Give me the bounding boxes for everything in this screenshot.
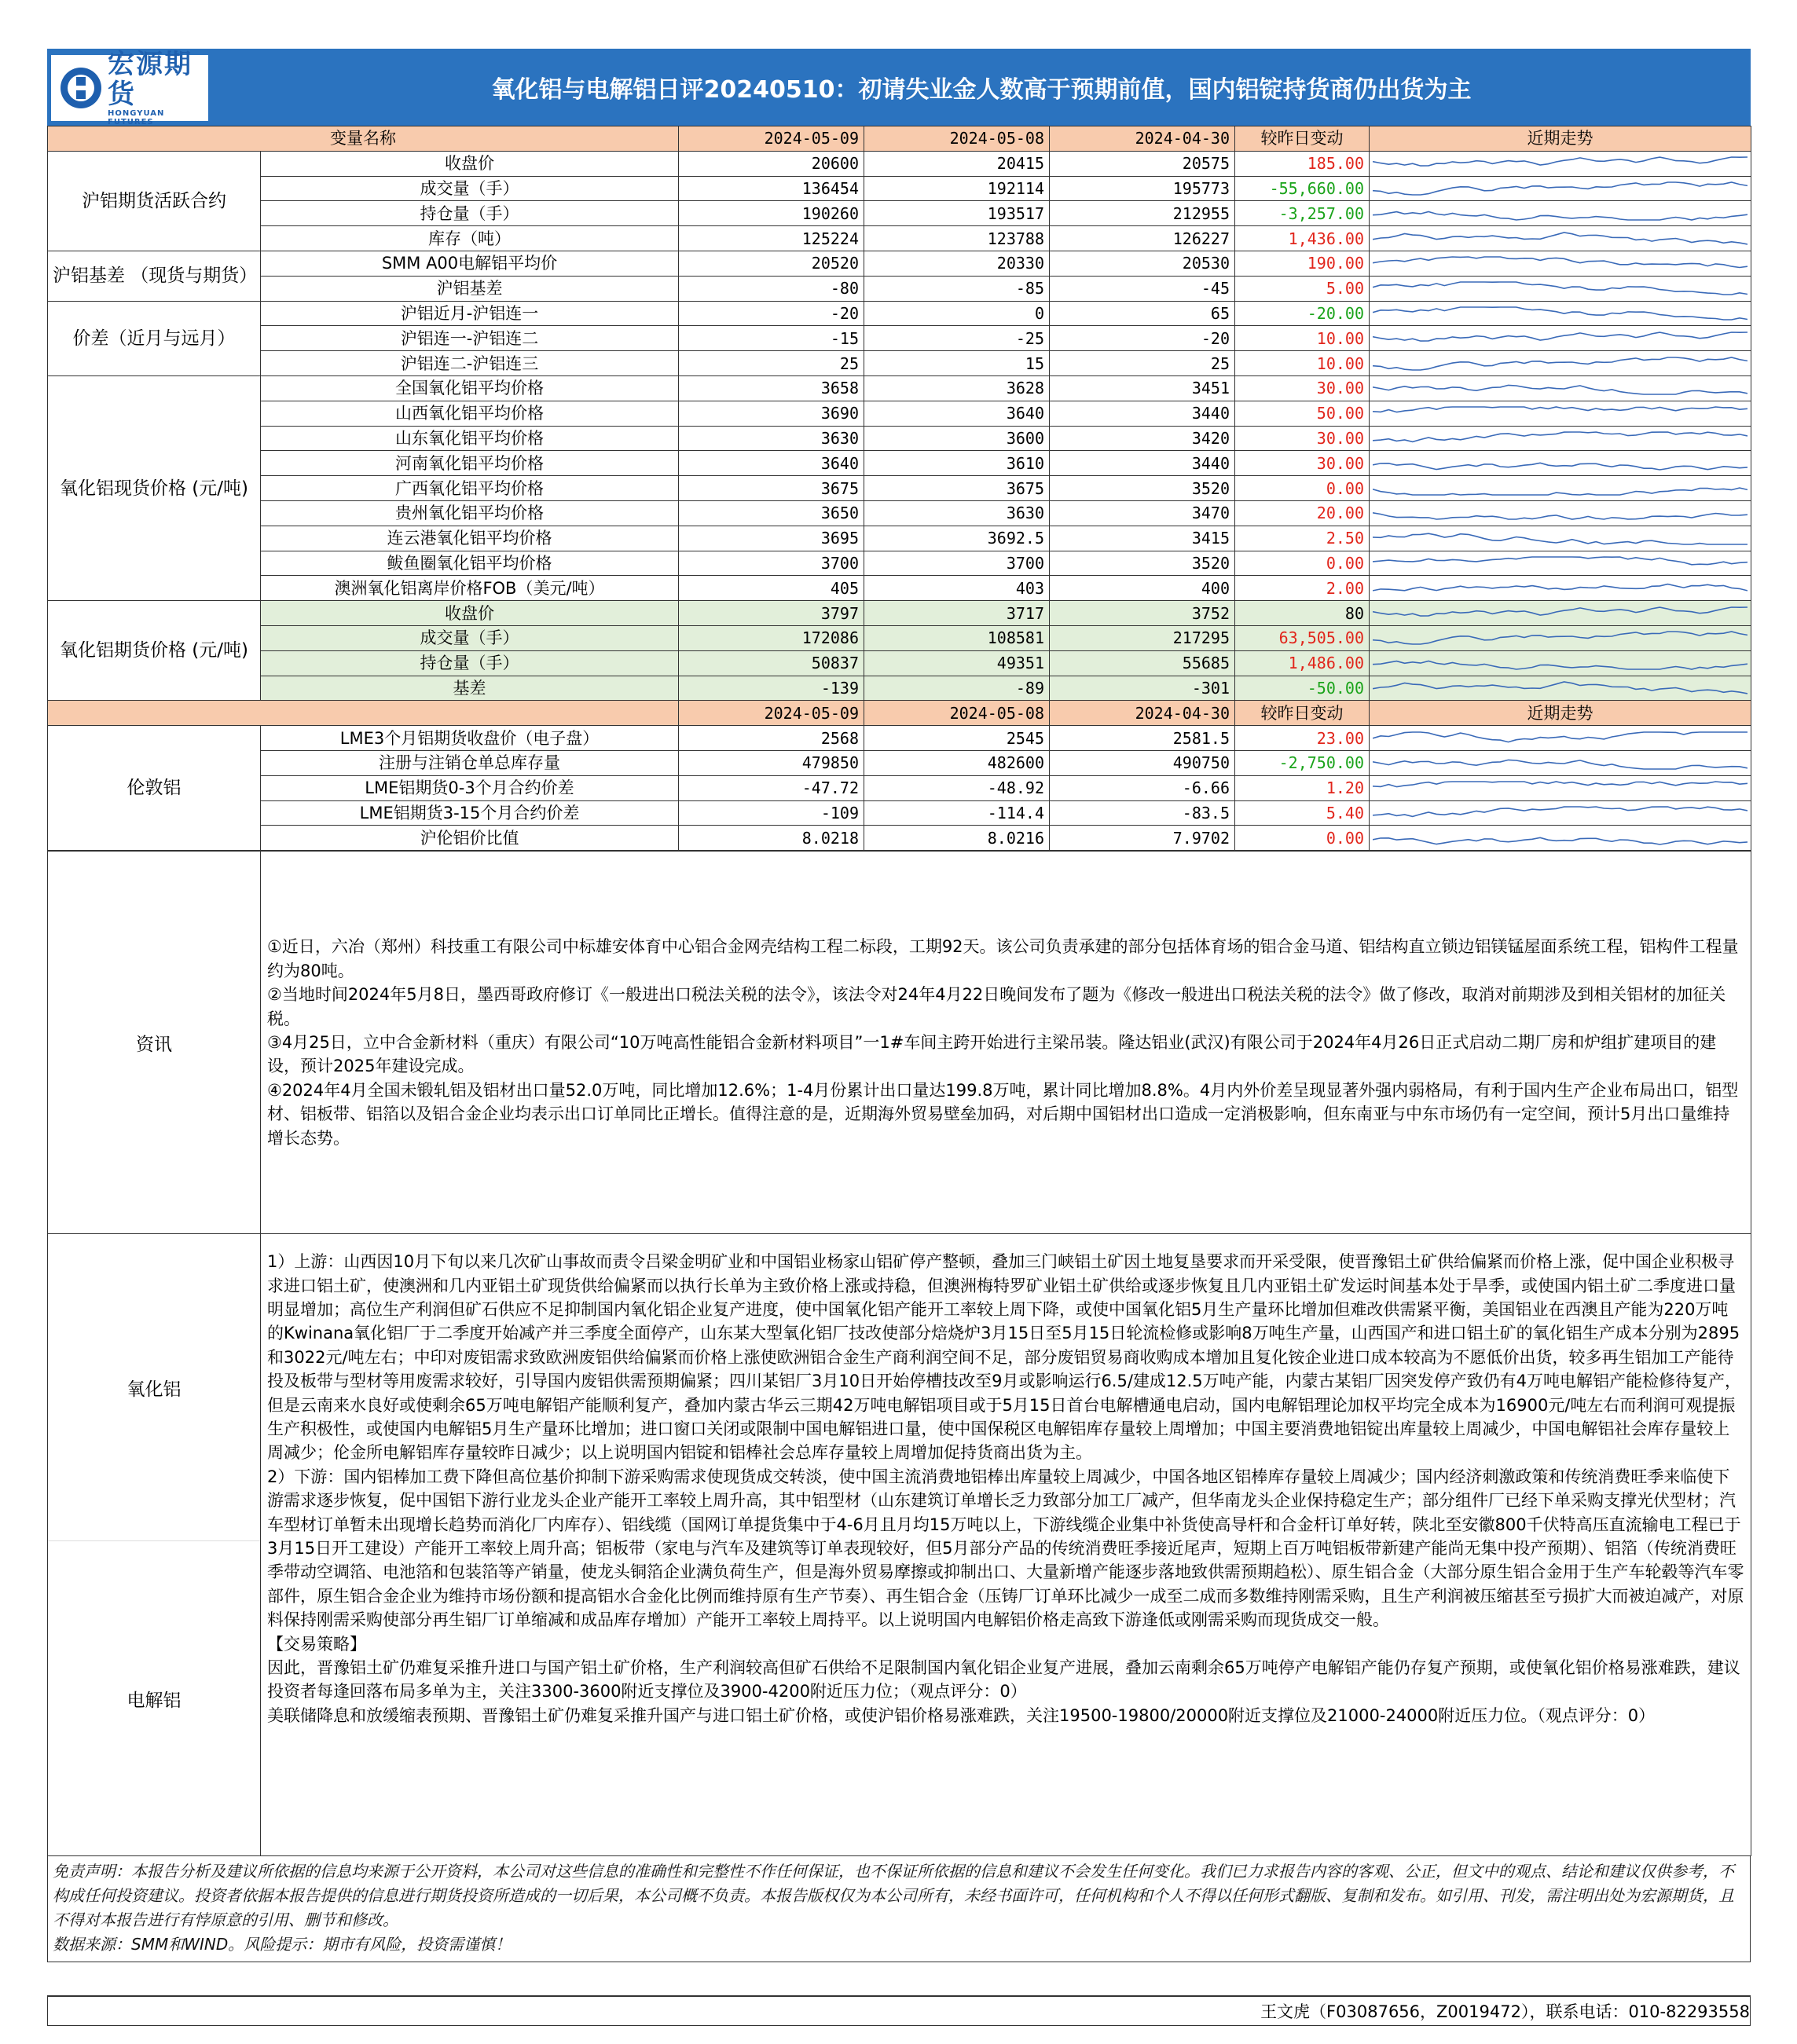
trend-sparkline xyxy=(1370,251,1751,276)
value-cell: 20600 xyxy=(679,151,864,176)
table-header-row xyxy=(48,126,1751,152)
table-row xyxy=(48,176,1751,201)
variable-name: 收盘价 xyxy=(261,151,679,176)
value-cell: 193517 xyxy=(864,201,1050,226)
variable-name: LME3个月铝期货收盘价（电子盘） xyxy=(261,726,679,751)
value-cell: 20530 xyxy=(1050,251,1235,276)
value-cell: 3420 xyxy=(1050,426,1235,451)
value-cell: 3752 xyxy=(1050,601,1235,626)
trend-sparkline xyxy=(1370,151,1751,176)
col-header-change: 较昨日变动 xyxy=(1235,126,1370,152)
col-header-date: 2024-05-08 xyxy=(864,701,1050,726)
value-cell: 20520 xyxy=(679,251,864,276)
table-row xyxy=(48,476,1751,501)
col-header-date: 2024-04-30 xyxy=(1050,126,1235,152)
table-row xyxy=(48,151,1751,176)
trend-sparkline xyxy=(1370,726,1751,751)
hongyuan-logo-icon xyxy=(59,66,103,110)
market-data-table xyxy=(47,126,1751,851)
variable-name: 沪铝连一-沪铝连二 xyxy=(261,326,679,351)
variable-name: 持仓量（手） xyxy=(261,201,679,226)
value-cell: 49351 xyxy=(864,650,1050,676)
value-cell: 3520 xyxy=(1050,476,1235,501)
change-cell: 80 xyxy=(1235,601,1370,626)
value-cell: 3695 xyxy=(679,526,864,551)
value-cell: 3797 xyxy=(679,601,864,626)
value-cell: 3470 xyxy=(1050,500,1235,526)
variable-name: 鲅鱼圈氧化铝平均价格 xyxy=(261,551,679,576)
variable-name: SMM A00电解铝平均价 xyxy=(261,251,679,276)
news-paragraph: ②当地时间2024年5月8日，墨西哥政府修订《一般进出口税法关税的法令》，该法令对24年4月22日晚间发布了题为《修改一般进出口税法关税的法令》做了修改，取消对前期涉及到相关铝材的加征关税。 xyxy=(267,985,1726,1028)
value-cell: -83.5 xyxy=(1050,800,1235,826)
table-row xyxy=(48,375,1751,401)
value-cell: 3700 xyxy=(679,551,864,576)
change-cell: 5.40 xyxy=(1235,800,1370,826)
change-cell: 1,486.00 xyxy=(1235,650,1370,676)
value-cell: 195773 xyxy=(1050,176,1235,201)
value-cell: 403 xyxy=(864,576,1050,601)
change-cell: 190.00 xyxy=(1235,251,1370,276)
value-cell: 8.0216 xyxy=(864,826,1050,851)
variable-name: 成交量（手） xyxy=(261,625,679,650)
trend-sparkline xyxy=(1370,326,1751,351)
table-row xyxy=(48,351,1751,376)
analysis-body xyxy=(261,1234,1751,1856)
value-cell: 479850 xyxy=(679,750,864,775)
change-cell: 20.00 xyxy=(1235,500,1370,526)
value-cell: -20 xyxy=(679,301,864,326)
value-cell: 20330 xyxy=(864,251,1050,276)
value-cell: 3630 xyxy=(679,426,864,451)
strategy-alumina: 因此，晋豫铝土矿仍难复采推升进口与国产铝土矿价格，生产利润较高但矿石供给不足限制国内氧化铝企业复产进展，叠加云南剩余65万吨停产电解铝产能仍存复产预期，或使氧化铝价格易涨难跌，建议投资者每逢回落布局多单为主，关注3300-3600附近支撑位及3900-4200附近压力位；（观点评分：0） xyxy=(267,1658,1740,1702)
value-cell: 20415 xyxy=(864,151,1050,176)
value-cell: 2545 xyxy=(864,726,1050,751)
trend-sparkline xyxy=(1370,800,1751,826)
value-cell: -45 xyxy=(1050,276,1235,301)
analysis-paragraph-downstream: 2）下游：国内铝棒加工费下降但高位基价抑制下游采购需求使现货成交转淡，使中国主流消费地铝棒出库量较上周减少，中国各地区铝棒库存量较上周减少；国内经济刺激政策和传统消费旺季来临使下游需求逐步恢复，促中国铝下游行业龙头企业产能开工率较上周升高，其中铝型材（山东建筑订单增长乏力致部分加工厂减产，但华南龙头企业保持稳定生产；部分组件厂已经下单采购支撑光伏型材；汽车型材订单暂未出现增长趋势而消化厂内库存）、铝线缆（国网订单提货集中于4-6月且月均15万吨以上，下游线缆企业集中补货使高导杆和合金杆订单好转，陕北至安徽800千伏特高压直流输电工程已于3月15日开工建设）产能开工率较上周升高；铝板带（家电与汽车及建筑等订单表现较好，但5月部分产品的传统消费旺季接近尾声，短期上百万吨铝板带新建产能尚无集中投产预期）、铝箔（传统消费旺季带动空调箔、电池箔和包装箔等产销量，使龙头铜箔企业满负荷生产，但是海外贸易摩擦或抑制出口、大量新增产能逐步落地致供需预期趋松）、原生铝合金（大部分原生铝合金用于生产车轮毂等汽车零部件，原生铝合金企业为维持市场份额和提高铝水合金化比例而维持原有生产节奏）、再生铝合金（压铸厂订单环比减少一成至二成而多数维持刚需采购，且生产利润被压缩甚至亏损扩大而被迫减产，对原料保持刚需采购使部分再生铝厂订单缩减和成品库存增加）产能开工率较上周持平。以上说明国内电解铝价格走高致下游逢低或刚需采购而现货成交一般。 xyxy=(267,1467,1744,1630)
strategy-aluminum: 美联储降息和放缓缩表预期、晋豫铝土矿仍难复采推升国产与进口铝土矿价格，或使沪铝价格易涨难跌，关注19500-19800/20000附近支撑位及21000-24000附近压力位。（观点评分：0） xyxy=(267,1705,1656,1725)
analysis-labels xyxy=(48,1234,261,1856)
trend-sparkline xyxy=(1370,351,1751,376)
variable-name: LME铝期货3-15个月合约价差 xyxy=(261,800,679,826)
value-cell: 3700 xyxy=(864,551,1050,576)
table-row xyxy=(48,401,1751,426)
table-row xyxy=(48,276,1751,301)
col-header-trend: 近期走势 xyxy=(1370,126,1751,152)
value-cell: 126227 xyxy=(1050,226,1235,251)
variable-name: 沪铝连二-沪铝连三 xyxy=(261,351,679,376)
table-row xyxy=(48,775,1751,800)
trend-sparkline xyxy=(1370,750,1751,775)
value-cell: 25 xyxy=(679,351,864,376)
change-cell: -50.00 xyxy=(1235,676,1370,701)
value-cell: 3440 xyxy=(1050,451,1235,476)
change-cell: 2.00 xyxy=(1235,576,1370,601)
value-cell: -47.72 xyxy=(679,775,864,800)
value-cell: 65 xyxy=(1050,301,1235,326)
trend-sparkline xyxy=(1370,625,1751,650)
value-cell: 482600 xyxy=(864,750,1050,775)
group-label: 沪铝基差 （现货与期货） xyxy=(48,251,261,301)
value-cell: 2568 xyxy=(679,726,864,751)
electrolytic-aluminum-label: 电解铝 xyxy=(127,1690,182,1711)
table-row xyxy=(48,650,1751,676)
change-cell: -2,750.00 xyxy=(1235,750,1370,775)
value-cell: 0 xyxy=(864,301,1050,326)
variable-name: 沪铝基差 xyxy=(261,276,679,301)
trend-sparkline xyxy=(1370,201,1751,226)
value-cell: -139 xyxy=(679,676,864,701)
table-row xyxy=(48,800,1751,826)
news-paragraph: ①近日，六冶（郑州）科技重工有限公司中标雄安体育中心铝合金网壳结构工程二标段，工期92天。该公司负责承建的部分包括体育场的铝合金马道、铝结构直立锁边铝镁锰屋面系统工程，铝构件工程量约为80吨。 xyxy=(267,937,1739,980)
variable-name: 成交量（手） xyxy=(261,176,679,201)
trend-sparkline xyxy=(1370,276,1751,301)
analysis-paragraph-upstream: 1）上游：山西因10月下旬以来几次矿山事故而责令吕梁金明矿业和中国铝业杨家山铝矿停产整顿，叠加三门峡铝土矿因土地复垦要求而开采受限，使晋豫铝土矿供给偏紧而价格上涨，促中国企业积极寻求进口铝土矿，使澳洲和几内亚铝土矿现货供给偏紧而以执行长单为主致价格上涨或持稳，但澳洲梅特罗矿业铝土矿供给或逐步恢复且几内亚铝土矿发运时间基本处于旱季，或使国内铝土矿二季度进口量明显增加；高位生产利润但矿石供应不足抑制国内氧化铝企业复产进度，使中国氧化铝产能开工率较上周下降，或使中国氧化铝5月生产量环比增加但难改供需紧平衡，美国铝业在西澳且产能为220万吨的Kwinana氧化铝厂于二季度开始减产并三季度全面停产，山东某大型氧化铝厂技改使部分焙烧炉3月15日至5月15日轮流检修或影响8万吨生产量，山西国产和进口铝土矿的氧化铝生产成本分别为2895和3022元/吨左右；中印对废铝需求致欧洲废铝供给偏紧而价格上涨使欧洲铝合金生产商利润空间不足，部分废铝贸易商收购成本增加且复化铵企业进口成本较高为不愿低价出货，较多再生铝加工产能待投及板带与型材等用废需求较好，引导国内废铝供需预期偏紧；四川某铝厂3月10日开始停槽技改至9月或影响运行6.5/建成12.5万吨产能，内蒙古某铝厂因突发停产致仍有4万吨电解铝产能检修待复产，但是云南来水良好或使剩余65万吨电解铝产能顺利复产，叠加内蒙古华云三期42万吨电解铝项目或于5月15日首台电解槽通电启动，国内电解铝理论加权平均完全成本为16900元/吨左右而利润可观提振生产积极性，或使国内电解铝5月生产量环比增加；进口窗口关闭或限制中国电解铝进口量，使中国保税区电解铝库存量较上周增加；中国主要消费地铝锭出库量较上周减少，中国电解铝社会库存量较上周减少；伦金所电解铝库存量较昨日减少；以上说明国内铝锭和铝棒社会总库存量较上周增加促持货商出货为主。 xyxy=(267,1252,1742,1463)
value-cell: 136454 xyxy=(679,176,864,201)
trend-sparkline xyxy=(1370,576,1751,601)
table-row xyxy=(48,750,1751,775)
trading-strategy-heading: 【交易策略】 xyxy=(267,1634,366,1654)
change-cell: 30.00 xyxy=(1235,426,1370,451)
group-label: 氧化铝现货价格 (元/吨) xyxy=(48,375,261,600)
table-row xyxy=(48,526,1751,551)
change-cell: 10.00 xyxy=(1235,326,1370,351)
change-cell: 185.00 xyxy=(1235,151,1370,176)
change-cell: -3,257.00 xyxy=(1235,201,1370,226)
col-header-trend: 近期走势 xyxy=(1370,701,1751,726)
report-title: 氧化铝与电解铝日评20240510：初请失业金人数高于预期前值，国内铝锭持货商仍出货为主 xyxy=(491,76,1472,104)
value-cell: 3692.5 xyxy=(864,526,1050,551)
group-label: 沪铝期货活跃合约 xyxy=(48,151,261,251)
news-label: 资讯 xyxy=(48,852,261,1234)
trend-sparkline xyxy=(1370,476,1751,501)
value-cell: 25 xyxy=(1050,351,1235,376)
table-row xyxy=(48,251,1751,276)
variable-name: 全国氧化铝平均价格 xyxy=(261,375,679,401)
logo-english-name: HONGYUAN FUTURES xyxy=(108,109,165,126)
news-paragraph: ③4月25日，立中合金新材料（重庆）有限公司“10万吨高性能铝合金新材料项目”一1#车间主跨开始进行主梁吊装。隆达铝业(武汉)有限公司于2024年4月26日正式启动二期厂房和炉组扩建项目的建设，预计2025年建设完成。 xyxy=(267,1032,1717,1076)
logo-chinese-name: 宏源期货 xyxy=(108,49,193,110)
news-paragraph: ④2024年4月全国未锻轧铝及铝材出口量52.0万吨，同比增加12.6%；1-4月份累计出口量达199.8万吨，累计同比增加8.8%。4月内外价差呈现显著外强内弱格局，有利于国内生产企业布局出口，铝型材、铝板带、铝箔以及铝合金企业均表示出口订单同比正增长。值得注意的是，近期海外贸易壁垒加码，对后期中国铝材出口造成一定消极影响，但东南亚与中东市场仍有一定空间，预计5月出口量维持增长态势。 xyxy=(267,1080,1739,1148)
table-row xyxy=(48,676,1751,701)
col-header-date: 2024-05-08 xyxy=(864,126,1050,152)
trend-sparkline xyxy=(1370,551,1751,576)
group-label: 伦敦铝 xyxy=(48,726,261,851)
value-cell: 20575 xyxy=(1050,151,1235,176)
value-cell: 3600 xyxy=(864,426,1050,451)
value-cell: -109 xyxy=(679,800,864,826)
table-row xyxy=(48,500,1751,526)
trend-sparkline xyxy=(1370,775,1751,800)
value-cell: 217295 xyxy=(1050,625,1235,650)
value-cell: 3675 xyxy=(864,476,1050,501)
disclaimer xyxy=(47,1856,1751,1962)
value-cell: 125224 xyxy=(679,226,864,251)
value-cell: 3717 xyxy=(864,601,1050,626)
value-cell: -114.4 xyxy=(864,800,1050,826)
change-cell: 1,436.00 xyxy=(1235,226,1370,251)
col-header-date: 2024-05-09 xyxy=(679,126,864,152)
change-cell: 30.00 xyxy=(1235,375,1370,401)
change-cell: 2.50 xyxy=(1235,526,1370,551)
value-cell: 3628 xyxy=(864,375,1050,401)
trend-sparkline xyxy=(1370,375,1751,401)
change-cell: 63,505.00 xyxy=(1235,625,1370,650)
variable-name: 收盘价 xyxy=(261,601,679,626)
trend-sparkline xyxy=(1370,401,1751,426)
variable-name: 沪伦铝价比值 xyxy=(261,826,679,851)
change-cell: 0.00 xyxy=(1235,476,1370,501)
variable-name: 库存（吨） xyxy=(261,226,679,251)
value-cell: 490750 xyxy=(1050,750,1235,775)
table-row xyxy=(48,826,1751,851)
trend-sparkline xyxy=(1370,176,1751,201)
value-cell: 190260 xyxy=(679,201,864,226)
table-row xyxy=(48,301,1751,326)
trend-sparkline xyxy=(1370,526,1751,551)
value-cell: -85 xyxy=(864,276,1050,301)
value-cell: 123788 xyxy=(864,226,1050,251)
value-cell: 3675 xyxy=(679,476,864,501)
table-row xyxy=(48,226,1751,251)
value-cell: 7.9702 xyxy=(1050,826,1235,851)
variable-name: 贵州氧化铝平均价格 xyxy=(261,500,679,526)
value-cell: 108581 xyxy=(864,625,1050,650)
value-cell: -20 xyxy=(1050,326,1235,351)
trend-sparkline xyxy=(1370,226,1751,251)
value-cell: 172086 xyxy=(679,625,864,650)
col-header-date: 2024-05-09 xyxy=(679,701,864,726)
report-page xyxy=(47,49,1751,2026)
report-header xyxy=(47,49,1751,126)
value-cell: 3650 xyxy=(679,500,864,526)
variable-name: 基差 xyxy=(261,676,679,701)
value-cell: 405 xyxy=(679,576,864,601)
value-cell: -48.92 xyxy=(864,775,1050,800)
commentary-table xyxy=(47,851,1751,1856)
col-header-blank xyxy=(48,701,679,726)
value-cell: 3658 xyxy=(679,375,864,401)
table-row xyxy=(48,625,1751,650)
variable-name: LME铝期货0-3个月合约价差 xyxy=(261,775,679,800)
value-cell: 3640 xyxy=(679,451,864,476)
change-cell: 5.00 xyxy=(1235,276,1370,301)
value-cell: 400 xyxy=(1050,576,1235,601)
variable-name: 沪铝近月-沪铝连一 xyxy=(261,301,679,326)
trend-sparkline xyxy=(1370,650,1751,676)
disclaimer-text: 免责声明：本报告分析及建议所依据的信息均来源于公开资料，本公司对这些信息的准确性和完整性不作任何保证，也不保证所依据的信息和建议不会发生任何变化。我们已力求报告内容的客观、公正，但文中的观点、结论和建议仅供参考，不构成任何投资建议。投资者依据本报告提供的信息进行期货投资所造成的一切后果，本公司概不负责。本报告版权仅为本公司所有，未经书面许可，任何机构和个人不得以任何形式翻版、复制和发布。如引用、刊发，需注明出处为宏源期货，且不得对本报告进行有悖原意的引用、删节和修改。 xyxy=(53,1862,1734,1930)
table-row xyxy=(48,426,1751,451)
table-header-row xyxy=(48,701,1751,726)
table-row xyxy=(48,601,1751,626)
trend-sparkline xyxy=(1370,826,1751,851)
col-header-variable: 变量名称 xyxy=(48,126,679,152)
change-cell: -20.00 xyxy=(1235,301,1370,326)
table-row xyxy=(48,726,1751,751)
variable-name: 持仓量（手） xyxy=(261,650,679,676)
trend-sparkline xyxy=(1370,451,1751,476)
trend-sparkline xyxy=(1370,601,1751,626)
table-row xyxy=(48,576,1751,601)
variable-name: 注册与注销仓单总库存量 xyxy=(261,750,679,775)
value-cell: -25 xyxy=(864,326,1050,351)
variable-name: 山西氧化铝平均价格 xyxy=(261,401,679,426)
value-cell: -89 xyxy=(864,676,1050,701)
variable-name: 河南氧化铝平均价格 xyxy=(261,451,679,476)
value-cell: -80 xyxy=(679,276,864,301)
variable-name: 广西氧化铝平均价格 xyxy=(261,476,679,501)
variable-name: 山东氧化铝平均价格 xyxy=(261,426,679,451)
value-cell: 55685 xyxy=(1050,650,1235,676)
change-cell: 0.00 xyxy=(1235,551,1370,576)
table-row xyxy=(48,201,1751,226)
change-cell: 10.00 xyxy=(1235,351,1370,376)
value-cell: 8.0218 xyxy=(679,826,864,851)
table-row xyxy=(48,326,1751,351)
value-cell: -6.66 xyxy=(1050,775,1235,800)
value-cell: -301 xyxy=(1050,676,1235,701)
value-cell: 50837 xyxy=(679,650,864,676)
trend-sparkline xyxy=(1370,426,1751,451)
value-cell: 3690 xyxy=(679,401,864,426)
trend-sparkline xyxy=(1370,676,1751,701)
col-header-date: 2024-04-30 xyxy=(1050,701,1235,726)
value-cell: 3440 xyxy=(1050,401,1235,426)
table-row xyxy=(48,451,1751,476)
trend-sparkline xyxy=(1370,301,1751,326)
variable-name: 连云港氧化铝平均价格 xyxy=(261,526,679,551)
value-cell: 3415 xyxy=(1050,526,1235,551)
data-source-text: 数据来源：SMM和WIND。风险提示：期市有风险，投资需谨慎！ xyxy=(53,1935,512,1954)
change-cell: 30.00 xyxy=(1235,451,1370,476)
group-label: 氧化铝期货价格 (元/吨) xyxy=(48,601,261,701)
value-cell: 212955 xyxy=(1050,201,1235,226)
value-cell: 15 xyxy=(864,351,1050,376)
news-body xyxy=(261,852,1751,1234)
variable-name: 澳洲氧化铝离岸价格FOB（美元/吨） xyxy=(261,576,679,601)
trend-sparkline xyxy=(1370,500,1751,526)
change-cell: 23.00 xyxy=(1235,726,1370,751)
value-cell: 3520 xyxy=(1050,551,1235,576)
change-cell: 0.00 xyxy=(1235,826,1370,851)
company-logo xyxy=(51,49,208,126)
value-cell: -15 xyxy=(679,326,864,351)
alumina-label: 氧化铝 xyxy=(48,1234,260,1541)
change-cell: 50.00 xyxy=(1235,401,1370,426)
value-cell: 3610 xyxy=(864,451,1050,476)
table-row xyxy=(48,551,1751,576)
value-cell: 3640 xyxy=(864,401,1050,426)
value-cell: 3630 xyxy=(864,500,1050,526)
value-cell: 2581.5 xyxy=(1050,726,1235,751)
group-label: 价差（近月与远月） xyxy=(48,301,261,375)
value-cell: 192114 xyxy=(864,176,1050,201)
change-cell: 1.20 xyxy=(1235,775,1370,800)
change-cell: -55,660.00 xyxy=(1235,176,1370,201)
col-header-change: 较昨日变动 xyxy=(1235,701,1370,726)
analyst-contact: 王文虎（F03087656，Z0019472），联系电话：010-82293558 xyxy=(47,1995,1751,2026)
value-cell: 3451 xyxy=(1050,375,1235,401)
